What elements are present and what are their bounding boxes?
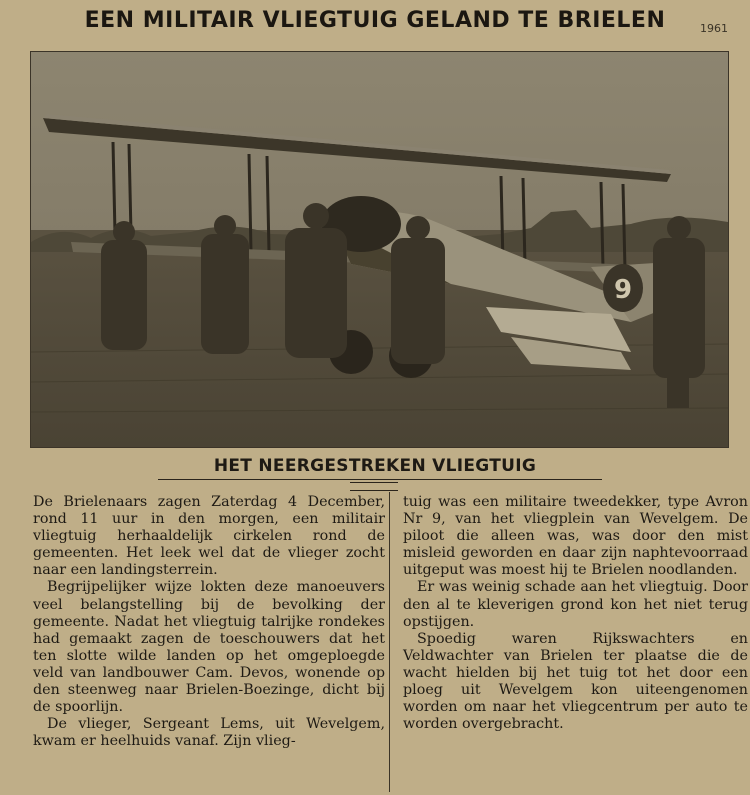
paragraph: tuig was een militaire tweedekker, type Avron Nr 9, van het vliegplein van Wevelgem. De piloot die alleen was, was door den mist misleid geworden en daar zijn naphtevoorraad uitgeput was moest hij te Brielen noodlanden. — [403, 494, 748, 579]
plane-number: 9 — [613, 275, 633, 305]
photo-caption: HET NEERGESTREKEN VLIEGTUIG — [213, 456, 537, 476]
corner-mark: 1961 — [700, 22, 728, 35]
paragraph: Spoedig waren Rijkswachters en Veldwachter van Brielen ter plaatse die de wacht hielden bij het tuig tot het door een ploeg uit Wevelgem kon uiteengenomen worden om naar het vliegcentrum per auto te worden overgebracht. — [403, 630, 748, 733]
caption-ornament — [350, 482, 398, 491]
paragraph: De Brielenaars zagen Zaterdag 4 December, rond 11 uur in den morgen, een militair vliegtuig herhaaldelijk cirkelen rond de gemeenten. Het leek wel dat de vlieger zocht naar een landingsterrein. — [33, 494, 385, 579]
headline: EEN MILITAIR VLIEGTUIG GELAND TE BRIELEN — [84, 8, 666, 33]
article-column-left — [33, 494, 385, 750]
paragraph: Er was weinig schade aan het vliegtuig. Door den al te kleverigen grond kon het niet terug opstijgen. — [403, 579, 748, 630]
article-column-right — [403, 494, 748, 733]
caption-rule-left — [158, 479, 380, 480]
photo-drawing — [31, 52, 728, 447]
paragraph: Begrijpelijker wijze lokten deze manoeuvers veel belangstelling bij de bevolking der gemeente. Nadat het vliegtuig talrijke rondekes had gemaakt zagen de toeschouwers dat het ten slotte wilde landen op het omgeploegde veld van landbouwer Cam. Devos, wonende op den steenweg naar Brielen-Boezinge, dicht bij de spoorlijn. — [33, 579, 385, 716]
column-rule — [389, 492, 390, 792]
paragraph: De vlieger, Sergeant Lems, uit Wevelgem, kwam er heelhuids vanaf. Zijn vlieg- — [33, 716, 385, 750]
biplane-photo — [30, 51, 729, 448]
caption-rule-right — [380, 479, 602, 480]
